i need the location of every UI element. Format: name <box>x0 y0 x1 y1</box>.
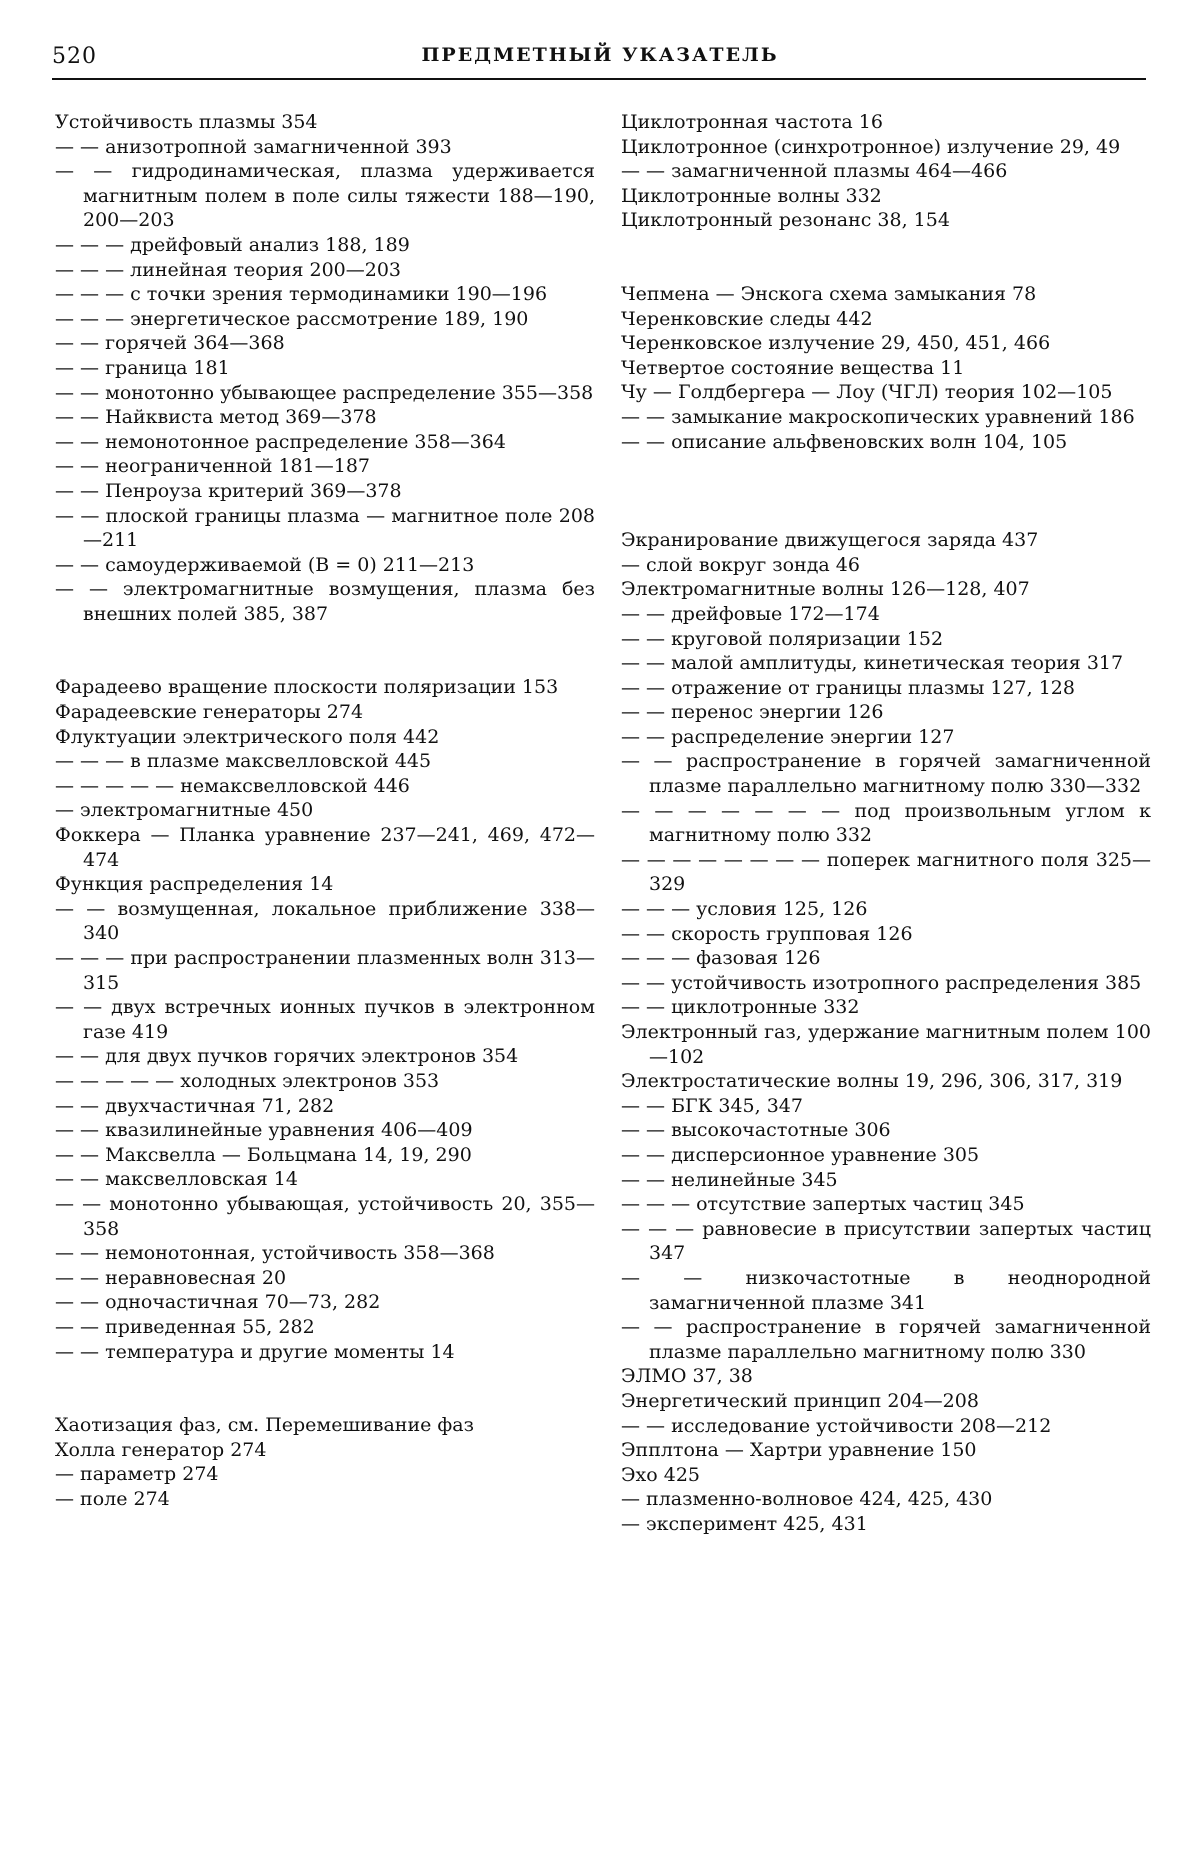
index-heading-entry: ЭЛМО 37, 38 <box>621 1365 753 1388</box>
index-subentry: — — немонотонное распределение 358—364 <box>55 430 506 453</box>
index-subentry: — параметр 274 <box>55 1463 219 1486</box>
index-subentry: — — — — — — — — поперек магнитного поля 325—329 <box>621 848 1151 896</box>
index-subentry: — — — линейная теория 200—203 <box>55 258 402 281</box>
index-subentry: — — замагниченной плазмы 464—466 <box>621 160 1008 183</box>
index-subentry: — — — — — — — под произвольным углом к магнитному полю 332 <box>621 799 1151 847</box>
index-subentry: — — двухчастичная 71, 282 <box>55 1094 335 1117</box>
index-subentry: — — самоудерживаемой (B = 0) 211—213 <box>55 553 475 576</box>
page-number: 520 <box>52 44 97 69</box>
index-subentry: — — — — — немаксвелловской 446 <box>55 774 410 797</box>
index-subentry: — — неравновесная 20 <box>55 1266 287 1289</box>
index-heading-entry: Чу — Голдбергера — Лоу (ЧГЛ) теория 102—105 <box>621 381 1113 404</box>
index-subentry: — — — энергетическое рассмотрение 189, 190 <box>55 307 529 330</box>
index-subentry: — — замыкание макроскопических уравнений 186 <box>621 405 1135 428</box>
index-subentry: — — распределение энергии 127 <box>621 725 955 748</box>
index-subentry: — — — — — холодных электронов 353 <box>55 1069 440 1092</box>
index-heading-entry: Электронный газ, удержание магнитным полем 100—102 <box>621 1021 1151 1068</box>
index-subentry: — — отражение от границы плазмы 127, 128 <box>621 676 1075 699</box>
index-subentry: — — квазилинейные уравнения 406—409 <box>55 1119 473 1142</box>
index-subentry: — — максвелловская 14 <box>55 1168 298 1191</box>
index-subentry: — — возмущенная, локальное приближение 338—340 <box>55 897 595 945</box>
header-rule <box>52 78 1146 80</box>
index-subentry: — — плоской границы плазма — магнитное поле 208—211 <box>55 504 595 552</box>
index-subentry: — — малой амплитуды, кинетическая теория 317 <box>621 652 1124 675</box>
index-subentry: — — скорость групповая 126 <box>621 922 913 945</box>
section-gap <box>621 233 1151 282</box>
index-subentry: — слой вокруг зонда 46 <box>621 553 860 576</box>
index-subentry: — поле 274 <box>55 1487 170 1510</box>
index-subentry: — — распространение в горячей замагниченной плазме параллельно магнитному полю 330—332 <box>621 750 1151 798</box>
index-subentry: — — граница 181 <box>55 356 230 379</box>
section-gap <box>55 626 595 675</box>
index-subentry: — — дисперсионное уравнение 305 <box>621 1143 980 1166</box>
index-subentry: — — низкочастотные в неоднородной замагниченной плазме 341 <box>621 1266 1151 1314</box>
index-column-left <box>55 110 595 1511</box>
index-subentry: — — Пенроуза критерий 369—378 <box>55 479 402 502</box>
index-heading-entry: Холла генератор 274 <box>55 1438 267 1461</box>
index-heading-entry: Функция распределения 14 <box>55 873 334 896</box>
index-subentry: — — дрейфовые 172—174 <box>621 602 880 625</box>
index-subentry: — — круговой поляризации 152 <box>621 627 944 650</box>
index-subentry: — — циклотронные 332 <box>621 996 860 1019</box>
index-subentry: — — Найквиста метод 369—378 <box>55 406 377 429</box>
index-heading-entry: Электростатические волны 19, 296, 306, 317, 319 <box>621 1070 1123 1093</box>
index-column-right <box>621 110 1151 1536</box>
index-heading-entry: Четвертое состояние вещества 11 <box>621 356 965 379</box>
index-subentry: — — температура и другие моменты 14 <box>55 1340 455 1363</box>
index-heading-entry: Циклотронные волны 332 <box>621 184 882 207</box>
index-subentry: — — распространение в горячей замагниченной плазме параллельно магнитному полю 330 <box>621 1316 1151 1363</box>
index-subentry: — — гидродинамическая, плазма удерживается магнитным полем в поле силы тяжести 188—190, 200—203 <box>55 160 595 232</box>
index-heading-entry: Черенковские следы 442 <box>621 307 873 330</box>
index-subentry: — плазменно-волновое 424, 425, 430 <box>621 1488 993 1511</box>
index-heading-entry: Энергетический принцип 204—208 <box>621 1389 979 1412</box>
index-subentry: — электромагнитные 450 <box>55 799 314 822</box>
index-subentry: — — — условия 125, 126 <box>621 898 868 921</box>
index-subentry: — — БГК 345, 347 <box>621 1094 803 1117</box>
index-subentry: — — — равновесие в присутствии запертых частиц 347 <box>621 1217 1151 1265</box>
index-subentry: — — устойчивость изотропного распределения 385 <box>621 971 1142 994</box>
index-subentry: — — горячей 364—368 <box>55 332 285 355</box>
index-subentry: — — — в плазме максвелловской 445 <box>55 750 432 773</box>
index-subentry: — — — фазовая 126 <box>621 947 821 970</box>
index-heading-entry: Циклотронный резонанс 38, 154 <box>621 209 950 232</box>
index-subentry: — — описание альфвеновских волн 104, 105 <box>621 430 1068 453</box>
index-heading-entry: Эпплтона — Хартри уравнение 150 <box>621 1439 977 1462</box>
index-subentry: — — — отсутствие запертых частиц 345 <box>621 1193 1025 1216</box>
index-heading-entry: Эхо 425 <box>621 1463 700 1486</box>
index-subentry: — — нелинейные 345 <box>621 1168 838 1191</box>
page-header <box>0 0 1200 80</box>
section-gap <box>621 454 1151 528</box>
index-subentry: — — высокочастотные 306 <box>621 1119 891 1142</box>
index-subentry: — — неограниченной 181—187 <box>55 455 371 478</box>
index-subentry: — — электромагнитные возмущения, плазма без внешних полей 385, 387 <box>55 578 595 625</box>
index-heading-entry: Хаотизация фаз, см. Перемешивание фаз <box>55 1414 474 1437</box>
index-heading-entry: Фарадеево вращение плоскости поляризации 153 <box>55 676 559 699</box>
index-subentry: — — — с точки зрения термодинамики 190—196 <box>55 283 548 306</box>
index-subentry: — — немонотонная, устойчивость 358—368 <box>55 1242 495 1265</box>
index-heading-entry: Чепмена — Энскога схема замыкания 78 <box>621 282 1037 305</box>
index-subentry: — — монотонно убывающее распределение 355—358 <box>55 381 594 404</box>
index-heading-entry: Флуктуации электрического поля 442 <box>55 725 440 748</box>
index-subentry: — — для двух пучков горячих электронов 354 <box>55 1045 519 1068</box>
index-subentry: — — одночастичная 70—73, 282 <box>55 1291 381 1314</box>
index-heading-entry: Экранирование движущегося заряда 437 <box>621 529 1039 552</box>
index-heading-entry: Устойчивость плазмы 354 <box>55 111 318 133</box>
index-heading-entry: Циклотронное (синхротронное) излучение 29, 49 <box>621 135 1121 158</box>
index-subentry: — — двух встречных ионных пучков в электронном газе 419 <box>55 996 595 1043</box>
index-subentry: — — монотонно убывающая, устойчивость 20, 355—358 <box>55 1192 595 1240</box>
index-subentry: — — приведенная 55, 282 <box>55 1315 315 1338</box>
running-title: ПРЕДМЕТНЫЙ УКАЗАТЕЛЬ <box>421 44 779 66</box>
index-subentry: — — перенос энергии 126 <box>621 701 884 724</box>
index-subentry: — — — при распространении плазменных волн 313—315 <box>55 947 595 994</box>
index-subentry: — эксперимент 425, 431 <box>621 1512 868 1535</box>
index-heading-entry: Черенковское излучение 29, 450, 451, 466 <box>621 332 1051 355</box>
section-gap <box>55 1364 595 1413</box>
index-heading-entry: Фарадеевские генераторы 274 <box>55 701 364 724</box>
index-subentry: — — исследование устойчивости 208—212 <box>621 1414 1052 1437</box>
index-subentry: — — Максвелла — Больцмана 14, 19, 290 <box>55 1143 472 1166</box>
index-heading-entry: Циклотронная частота 16 <box>621 111 883 133</box>
index-subentry: — — — дрейфовый анализ 188, 189 <box>55 233 410 256</box>
index-subentry: — — анизотропной замагниченной 393 <box>55 135 452 158</box>
index-heading-entry: Фоккера — Планка уравнение 237—241, 469, 472—474 <box>55 824 595 871</box>
index-heading-entry: Электромагнитные волны 126—128, 407 <box>621 578 1030 601</box>
